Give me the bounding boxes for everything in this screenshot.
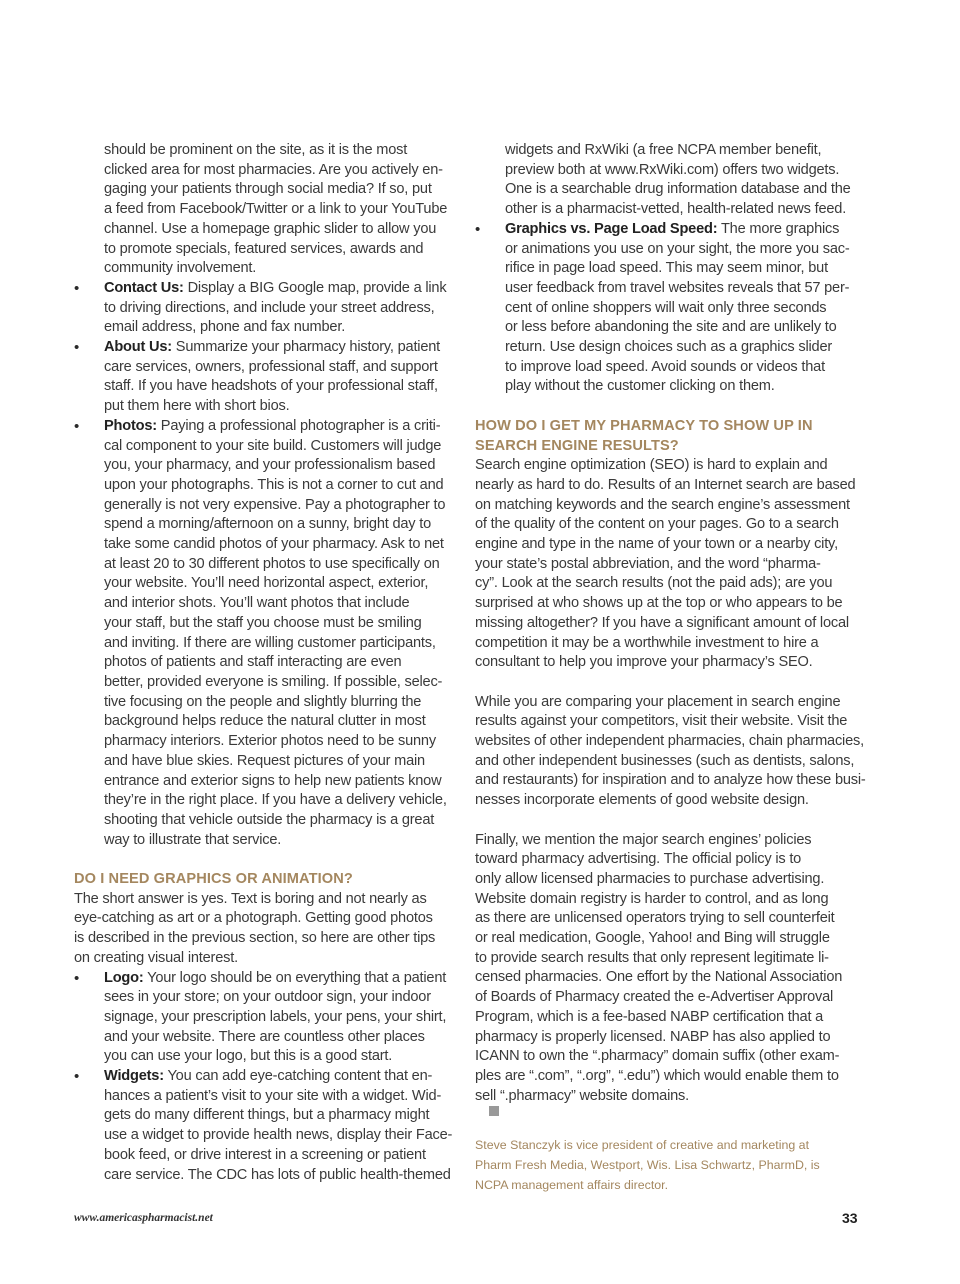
bullet-text: background helps reduce the natural clutter in most: [104, 713, 426, 730]
text-line: and other independent businesses (such as dentists, salons,: [475, 752, 855, 769]
text-line: [104, 1047, 458, 1067]
text-line: nesses incorporate elements of good website design.: [475, 792, 809, 809]
bullet-text: book feed, or drive interest in a screening or patient: [104, 1146, 426, 1163]
text-line: [505, 377, 860, 397]
bullet-text: You can add eye-catching content that en-: [167, 1068, 433, 1085]
text-line: [104, 791, 458, 811]
text-line: Finally, we mention the major search engines’ policies: [475, 831, 812, 848]
text-line: The short answer is yes. Text is boring and not nearly as: [74, 890, 427, 907]
bullet-text: entrance and exterior signs to help new patients know: [104, 772, 442, 789]
text-line: [505, 338, 860, 358]
text-line: only allow licensed pharmacies to purchase advertising.: [475, 870, 825, 887]
text-line: a feed from Facebook/Twitter or a link to your YouTube: [104, 201, 448, 218]
bullet-term: Widgets:: [104, 1068, 164, 1085]
bullet-item: [74, 279, 458, 338]
bullet-item: [74, 1067, 458, 1185]
bullet-text: care services, owners, professional staff, and support: [104, 358, 438, 375]
bullet-text: shooting that vehicle outside the pharmacy is a great: [104, 811, 435, 828]
text-line: Website domain registry is harder to control, and as long: [475, 890, 829, 907]
text-line: results against your competitors, visit their website. Visit the: [475, 713, 848, 730]
text-line: [104, 338, 458, 358]
widgets-continued: [475, 141, 860, 220]
bullet-text: your website. You’ll need horizontal aspect, exterior,: [104, 575, 429, 592]
text-line: to provide search results that only represent legitimate li-: [475, 949, 829, 966]
bullet-text: care service. The CDC has lots of public health-themed: [104, 1166, 451, 1183]
text-line: and restaurants) for inspiration and to analyze how these busi-: [475, 772, 866, 789]
bullet-text: cent of online shoppers will wait only three seconds: [505, 299, 827, 316]
text-line: consultant to help you improve your pharmacy’s SEO.: [475, 654, 813, 671]
text-line: Pharm Fresh Media, Westport, Wis. Lisa Schwartz, PharmD, is: [475, 1157, 820, 1172]
text-line: [104, 772, 458, 792]
bullet-list-graphics: [74, 969, 458, 1186]
text-line: [505, 240, 860, 260]
left-column: [74, 141, 458, 1185]
bullet-term: Graphics vs. Page Load Speed:: [505, 220, 718, 237]
bullet-text: pharmacy interiors. Exterior photos need to be sunny: [104, 733, 436, 750]
bullet-list-speed: [475, 220, 860, 397]
text-line: NCPA management affairs director.: [475, 1177, 669, 1192]
text-line: [505, 279, 860, 299]
text-line: [104, 811, 458, 831]
text-line: [104, 417, 458, 437]
bullet-text: photos of patients and staff interacting are even: [104, 654, 402, 671]
bullet-text: and interior shots. You’ll want photos that include: [104, 595, 410, 612]
bullet-text: spend a morning/afternoon on a sunny, bright day to: [104, 516, 432, 533]
text-line: [104, 1087, 458, 1107]
section-heading-search: [475, 417, 860, 456]
text-line: [104, 358, 458, 378]
text-line: [104, 693, 458, 713]
bullet-term: Photos:: [104, 417, 157, 434]
text-line: While you are comparing your placement in search engine: [475, 693, 841, 710]
bullet-text: sees in your store; on your outdoor sign, your indoor: [104, 989, 431, 1006]
text-line: [104, 496, 458, 516]
bullet-icon: •: [475, 220, 481, 238]
text-line: to promote specials, featured services, awards and: [104, 240, 424, 257]
bullet-text: The more graphics: [720, 220, 840, 237]
text-line: [104, 1008, 458, 1028]
bullet-text: put them here with short bios.: [104, 398, 290, 415]
bullet-icon: •: [74, 279, 80, 297]
bullet-text: you, your pharmacy, and your professionalism based: [104, 457, 436, 474]
text-line: [505, 358, 860, 378]
policy-paragraph: [475, 831, 860, 1117]
seo-paragraph: [475, 456, 860, 673]
text-line: Search engine optimization (SEO) is hard to explain and: [475, 457, 828, 474]
bullet-text: better, provided everyone is smiling. If possible, selec-: [104, 673, 443, 690]
bullet-text: to driving directions, and include your street address,: [104, 299, 435, 316]
bullet-text: or animations you use on your sight, the more you sac-: [505, 240, 850, 257]
bullet-item: [74, 417, 458, 850]
bullet-list: [74, 279, 458, 850]
text-line: of Boards of Pharmacy created the e-Advertiser Approval: [475, 989, 834, 1006]
text-line: [104, 653, 458, 673]
bullet-text: hances a patient’s visit to your site with a widget. Wid-: [104, 1087, 442, 1104]
text-line: engine and type in the name of your town or a nearby city,: [475, 536, 838, 553]
text-line: other is a pharmacist-vetted, health-related news feed.: [505, 201, 847, 218]
text-line: censed pharmacies. One effort by the National Association: [475, 969, 843, 986]
bullet-text: generally is not very expensive. Pay a photographer to: [104, 496, 446, 513]
text-line: cy”. Look at the search results (not the paid ads); are you: [475, 575, 833, 592]
text-line: [104, 732, 458, 752]
text-line: on creating visual interest.: [74, 949, 238, 966]
bullet-term: About Us:: [104, 339, 172, 356]
text-line: sell “.pharmacy” website domains.: [475, 1087, 860, 1117]
bullet-text: Display a BIG Google map, provide a link: [187, 279, 447, 296]
bullet-text: Summarize your pharmacy history, patient: [175, 339, 441, 356]
intro-paragraph: [74, 141, 458, 279]
section-heading-graphics: DO I NEED GRAPHICS OR ANIMATION?: [74, 871, 353, 887]
text-line: [104, 594, 458, 614]
text-line: your state’s postal abbreviation, and the word “pharma-: [475, 555, 821, 572]
bullet-text: and have blue skies. Request pictures of your main: [104, 752, 425, 769]
text-line: ples are “.com”, “.org”, “.edu”) which would enable them to: [475, 1068, 839, 1084]
text-line: clicked area for most pharmacies. Are you actively en-: [104, 161, 443, 178]
text-line: gaging your patients through social media? If so, put: [104, 181, 432, 198]
bullet-text: you can use your logo, but this is a good start.: [104, 1048, 393, 1065]
text-line: as there are unlicensed operators trying to sell counterfeit: [475, 910, 835, 927]
text-line: ICANN to own the “.pharmacy” domain suffix (other exam-: [475, 1048, 840, 1065]
text-line: [104, 1028, 458, 1048]
text-line: [104, 614, 458, 634]
text-line: [104, 752, 458, 772]
text-line: [104, 969, 458, 989]
text-line: [104, 397, 458, 417]
page-number: 33: [842, 1210, 858, 1226]
text-line: channel. Use a homepage graphic slider to allow you: [104, 220, 437, 237]
text-line: on matching keywords and the search engine’s assessment: [475, 496, 850, 513]
author-bio: [475, 1136, 860, 1195]
text-line: [104, 515, 458, 535]
bullet-text: and your website. There are countless other places: [104, 1028, 425, 1045]
text-line: [104, 377, 458, 397]
bullet-text: gets do many different things, but a pharmacy might: [104, 1107, 430, 1124]
text-line: [104, 574, 458, 594]
text-line: [104, 712, 458, 732]
bullet-icon: •: [74, 417, 80, 435]
text-line: missing altogether? If you have a significant amount of local: [475, 614, 849, 631]
bullet-text: Your logo should be on everything that a patient: [147, 969, 447, 986]
text-line: [505, 259, 860, 279]
text-line: is described in the previous section, so here are other tips: [74, 930, 436, 947]
bullet-text: signage, your prescription labels, your pens, your shirt,: [104, 1008, 447, 1025]
graphics-paragraph: [74, 890, 458, 969]
compare-paragraph: [475, 693, 866, 811]
text-line: [104, 988, 458, 1008]
bullet-text: way to illustrate that service.: [104, 831, 282, 848]
text-line: One is a searchable drug information database and the: [505, 181, 851, 198]
bullet-item: [475, 220, 860, 397]
text-line: HOW DO I GET MY PHARMACY TO SHOW UP IN: [475, 417, 813, 434]
bullet-text: staff. If you have headshots of your professional staff,: [104, 378, 438, 395]
text-line: competition it may be a worthwhile investment to hire a: [475, 634, 819, 651]
bullet-text: to improve load speed. Avoid sounds or videos that: [505, 358, 825, 375]
text-line: preview both at www.RxWiki.com) offers two widgets.: [505, 161, 840, 178]
bullet-icon: •: [74, 339, 80, 357]
bullet-text: cal component to your site build. Customers will judge: [104, 437, 442, 454]
text-line: [104, 437, 458, 457]
text-line: [104, 476, 458, 496]
bullet-icon: •: [74, 969, 80, 987]
text-line: should be prominent on the site, as it is the most: [104, 142, 408, 158]
bullet-text: or less before abandoning the site and are unlikely to: [505, 319, 837, 336]
text-line: community involvement.: [104, 260, 257, 277]
bullet-text: and inviting. If there are willing customer participants,: [104, 634, 436, 651]
bullet-item: [74, 969, 458, 1068]
bullet-text: they’re in the right place. If you have a delivery vehicle,: [104, 792, 447, 809]
footer-url: www.americaspharmacist.net: [74, 1212, 213, 1224]
text-line: widgets and RxWiki (a free NCPA member benefit,: [505, 142, 822, 158]
text-line: [104, 1166, 458, 1186]
bullet-icon: •: [74, 1068, 80, 1086]
text-line: Program, which is a fee-based NABP certification that a: [475, 1008, 824, 1025]
bullet-text: Paying a professional photographer is a criti-: [160, 417, 441, 434]
text-line: of the quality of the content on your pages. Go to a search: [475, 516, 839, 533]
bullet-text: tive focusing on the people and slightly blurring the: [104, 693, 422, 710]
bullet-text: at least 20 to 30 different photos to use specifically on: [104, 555, 440, 572]
text-line: SEARCH ENGINE RESULTS?: [475, 437, 679, 454]
text-line: [104, 1146, 458, 1166]
text-line: [505, 220, 860, 240]
text-line: or real medication, Google, Yahoo! and Bing will struggle: [475, 930, 830, 947]
text-line: [104, 318, 458, 338]
text-line: [104, 634, 458, 654]
bullet-item: [74, 338, 458, 417]
text-line: [505, 318, 860, 338]
text-line: [104, 279, 458, 299]
text-line: [104, 555, 458, 575]
text-line: pharmacy is properly licensed. NABP has also applied to: [475, 1028, 831, 1045]
bullet-text: upon your photographs. This is not a corner to cut and: [104, 476, 444, 493]
text-line: [104, 831, 458, 851]
right-column: [475, 141, 866, 1195]
text-line: [104, 1106, 458, 1126]
text-line: [104, 456, 458, 476]
text-line: Steve Stanczyk is vice president of creative and marketing at: [475, 1138, 810, 1153]
text-line: toward pharmacy advertising. The official policy is to: [475, 851, 802, 868]
text-line: [104, 299, 458, 319]
bullet-text: return. Use design choices such as a graphics slider: [505, 339, 833, 356]
text-line: [505, 299, 860, 319]
bullet-text: rifice in page load speed. This may seem minor, but: [505, 260, 828, 277]
bullet-term: Contact Us:: [104, 279, 184, 296]
text-line: surprised at who shows up at the top or who appears to be: [475, 595, 843, 612]
bullet-text: your staff, but the staff you choose must be smiling: [104, 614, 422, 631]
text-line: [104, 673, 458, 693]
text-line: [104, 1126, 458, 1146]
bullet-term: Logo:: [104, 969, 144, 986]
text-line: eye-catching as art or a photograph. Getting good photos: [74, 910, 433, 927]
text-line: nearly as hard to do. Results of an Internet search are based: [475, 476, 856, 493]
bullet-text: play without the customer clicking on them.: [505, 378, 775, 395]
bullet-text: user feedback from travel websites reveals that 57 per-: [505, 279, 850, 296]
bullet-text: use a widget to provide health news, display their Face-: [104, 1127, 453, 1144]
bullet-text: take some candid photos of your pharmacy. Ask to net: [104, 536, 444, 553]
text-line: [104, 535, 458, 555]
text-line: [104, 1067, 458, 1087]
end-mark-icon: [489, 1106, 499, 1116]
text-line: websites of other independent pharmacies, chain pharmacies,: [475, 733, 864, 750]
bullet-text: email address, phone and fax number.: [104, 319, 346, 336]
